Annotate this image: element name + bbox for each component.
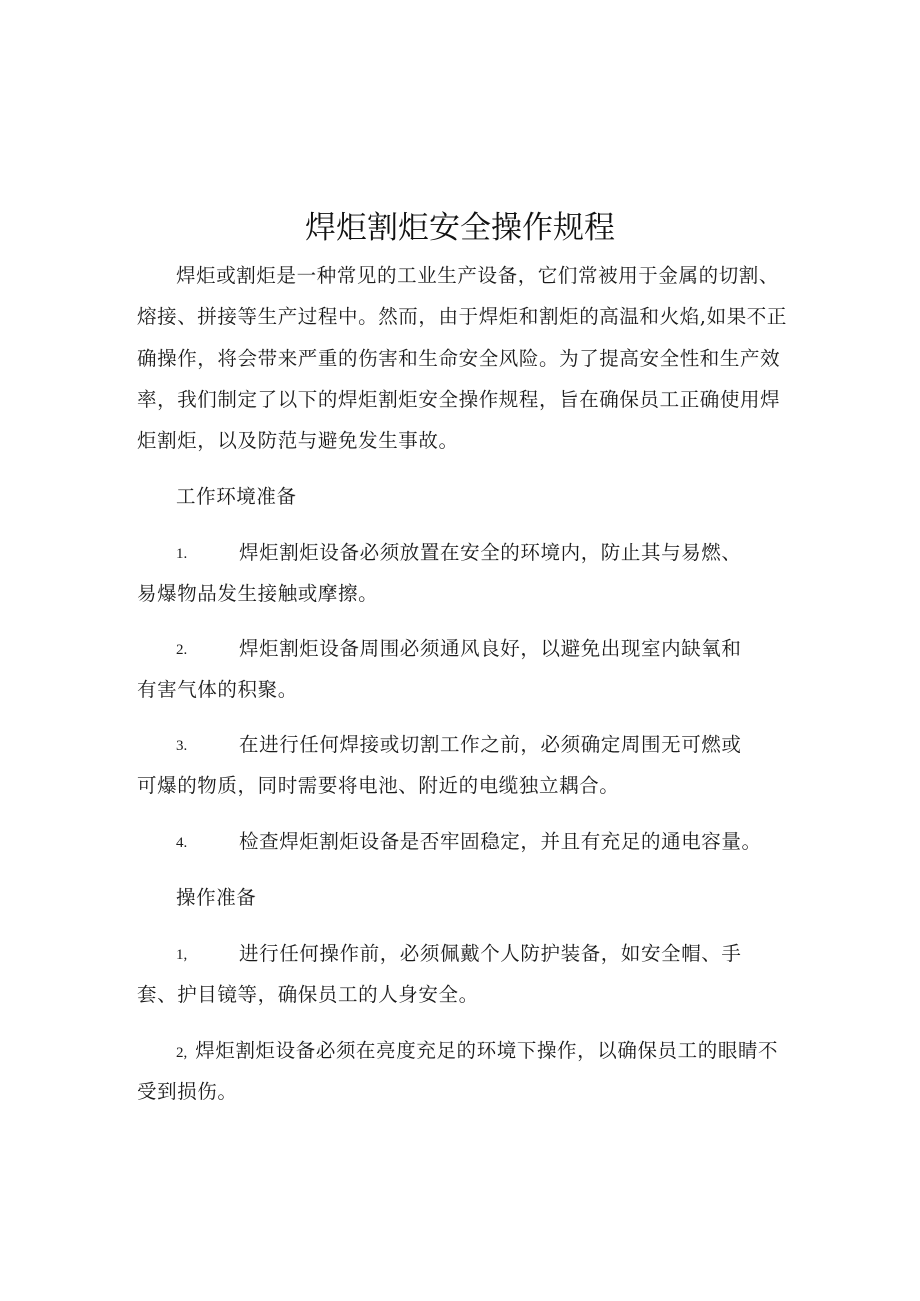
list-item-number: 2. [176, 642, 188, 658]
intro-line: 确操作，将会带来严重的伤害和生命安全风险。为了提高安全性和生产效 [137, 347, 781, 370]
section-heading: 操作准备 [176, 886, 257, 909]
list-item-text-inline: 焊炬割炬设备必须在亮度充足的环境下操作，以确保员工的眼睛不 [195, 1039, 779, 1062]
list-item-text: 进行任何操作前，必须佩戴个人防护装备，如安全帽、手 [239, 942, 742, 965]
list-item-text: 焊炬割炬设备必须放置在安全的环境内，防止其与易燃、 [239, 541, 742, 564]
intro-line: 炬割炬，以及防范与避免发生事故。 [137, 429, 459, 452]
list-item-number: 4. [176, 835, 188, 851]
intro-line: 熔接、拼接等生产过程中。然而，由于焊炬和割炬的高温和火焰,如果不正 [137, 305, 787, 328]
page-title: 焊炬割炬安全操作规程 [305, 210, 615, 246]
list-item-text: 在进行任何焊接或切割工作之前，必须确定周围无可燃或 [239, 733, 742, 756]
intro-line: 率，我们制定了以下的焊炬割炬安全操作规程，旨在确保员工正确使用焊 [137, 388, 781, 411]
intro-line: 焊炬或割炬是一种常见的工业生产设备，它们常被用于金属的切割、 [176, 264, 780, 287]
list-item-number: 2, [176, 1045, 188, 1061]
list-item-text-continued: 有害气体的积聚。 [137, 678, 298, 701]
list-item-text: 焊炬割炬设备周围必须通风良好，以避免出现室内缺氧和 [239, 637, 742, 660]
section-heading: 工作环境准备 [176, 485, 297, 508]
list-item-text-continued: 易爆物品发生接触或摩擦。 [137, 582, 379, 605]
list-item-text-continued: 套、护目镜等，确保员工的人身安全。 [137, 983, 479, 1006]
list-item-text: 检查焊炬割炬设备是否牢固稳定，并且有充足的通电容量。 [239, 830, 762, 853]
list-item-number: 1. [176, 546, 188, 562]
list-item-text-continued: 受到损伤。 [137, 1080, 238, 1103]
list-item-number: 3. [176, 738, 188, 754]
list-item-text-continued: 可爆的物质，同时需要将电池、附近的电缆独立耦合。 [137, 774, 620, 797]
list-item-text [176, 1037, 778, 1067]
list-item-number: 1, [176, 947, 188, 963]
